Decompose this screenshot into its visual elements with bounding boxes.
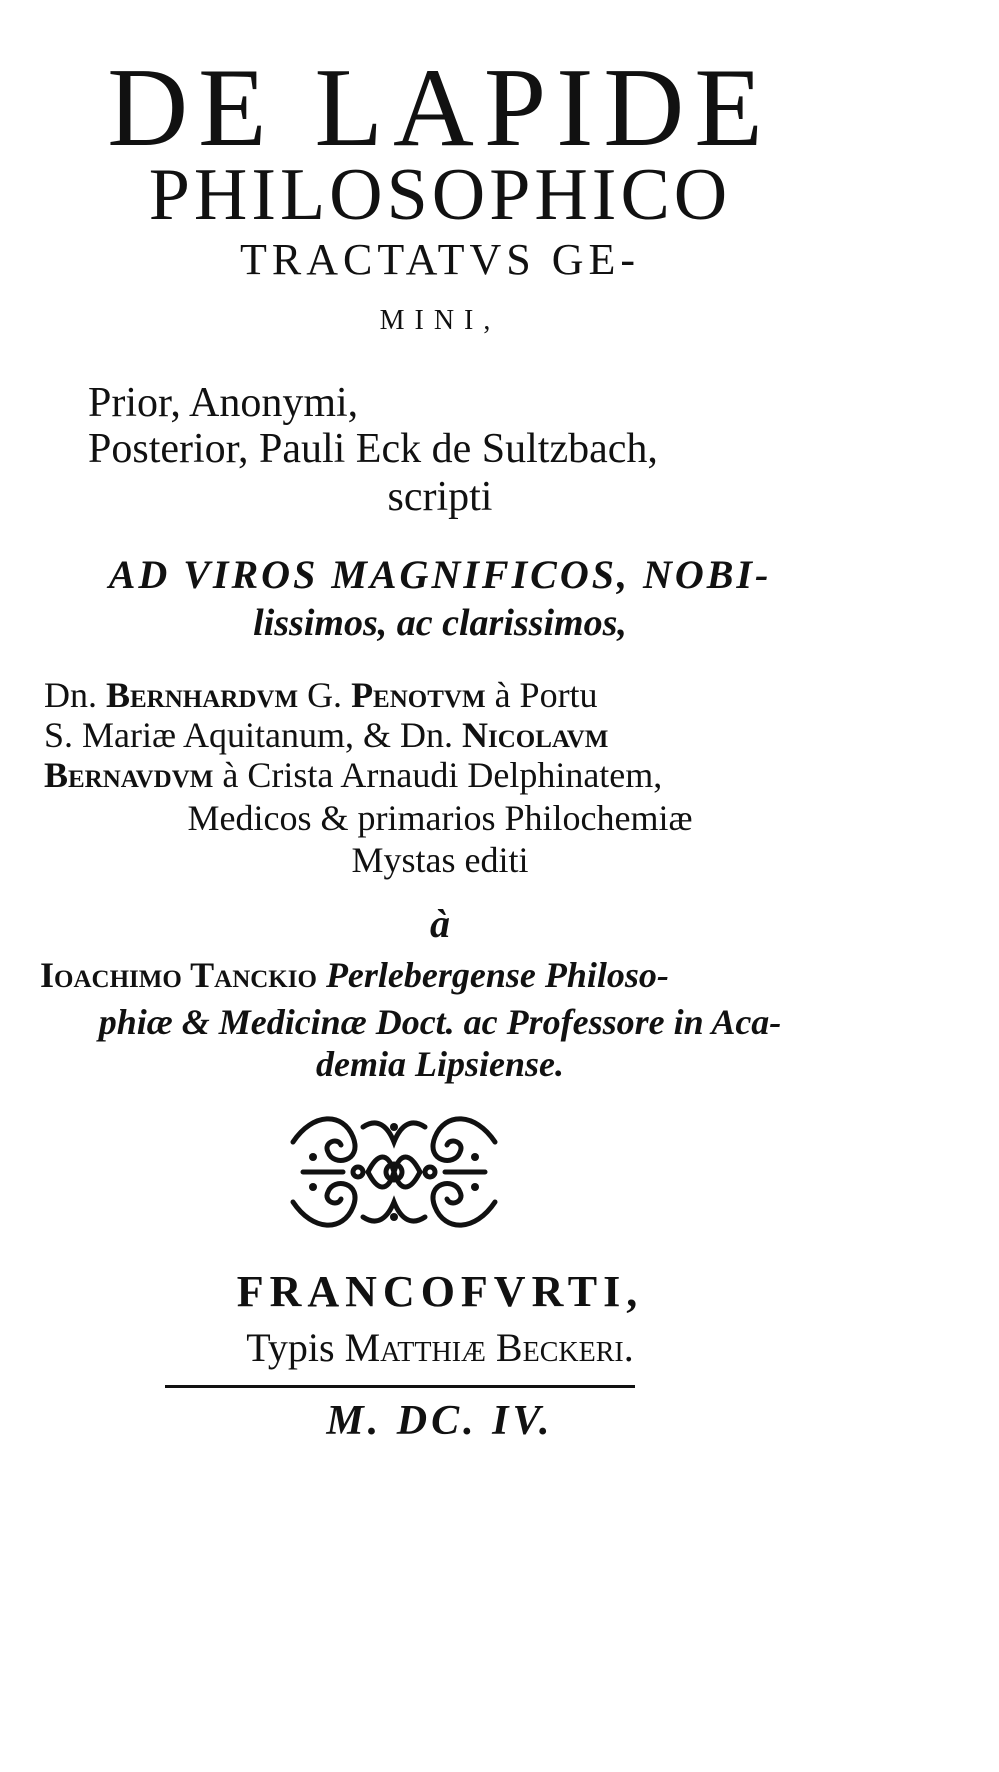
dedicatee-place-3: à Crista Arnaudi Delphinatem, <box>222 755 663 795</box>
imprint-year: M. DC. IV. <box>326 1398 554 1444</box>
authors-line-2: Posterior, Pauli Eck de Sultzbach, <box>88 426 658 472</box>
dedicatee-line-2 <box>44 717 834 753</box>
dedication-line-7: Mystas editi <box>351 840 529 880</box>
dedicatee-name-penotum: Penotvm <box>351 675 486 715</box>
printers-ornament-icon <box>283 1112 505 1232</box>
editor-line-1 <box>40 957 840 993</box>
dedication-line-2: lissimos, ac clarissimos, <box>253 602 627 644</box>
dedicatee-name-bernaudum: Bernavdvm <box>44 755 214 795</box>
authors-line-1: Prior, Anonymi, <box>88 380 359 426</box>
dedicatee-name-bernhardum: Bernhardvm <box>106 675 299 715</box>
title-line-3: TRACTATVS GE- <box>239 235 641 284</box>
title-line-4: MINI, <box>379 305 501 336</box>
imprint-typis: Typis <box>246 1325 335 1370</box>
dedicatee-line-1 <box>44 677 834 713</box>
editor-name: Ioachimo Tanckio <box>40 955 317 995</box>
dedicatee-place-2: S. Mariæ Aquitanum, & Dn. <box>44 715 454 755</box>
imprint-rule <box>165 1385 635 1388</box>
imprint-city: FRANCOFVRTI, <box>236 1267 644 1316</box>
authors-line-3: scripti <box>387 474 493 520</box>
editor-line-3: demia Lipsiense. <box>316 1044 564 1084</box>
imprint-printer-line <box>0 1325 880 1370</box>
editor-preposition: à <box>430 901 450 946</box>
title-line-1: DE LAPIDE <box>107 46 773 170</box>
dn-prefix: Dn. <box>44 675 97 715</box>
editor-line-2: phiæ & Medicinæ Doct. ac Professore in Aca- <box>98 1002 782 1042</box>
title-line-2: PHILOSOPHICO <box>148 154 732 236</box>
dedicatee-line-3 <box>44 757 834 793</box>
imprint-printer: Matthiæ Beckeri. <box>344 1325 634 1370</box>
dedicatee-name-nicolaum: Nicolavm <box>462 715 609 755</box>
dedication-line-6: Medicos & primarios Philochemiæ <box>187 798 693 838</box>
editor-title-1: Perlebergense Philoso- <box>325 955 669 995</box>
dedicatee-initial: G. <box>307 675 343 715</box>
dedication-line-1: AD VIROS MAGNIFICOS, NOBI- <box>108 552 772 597</box>
dedicatee-place-1: à Portu <box>494 675 598 715</box>
